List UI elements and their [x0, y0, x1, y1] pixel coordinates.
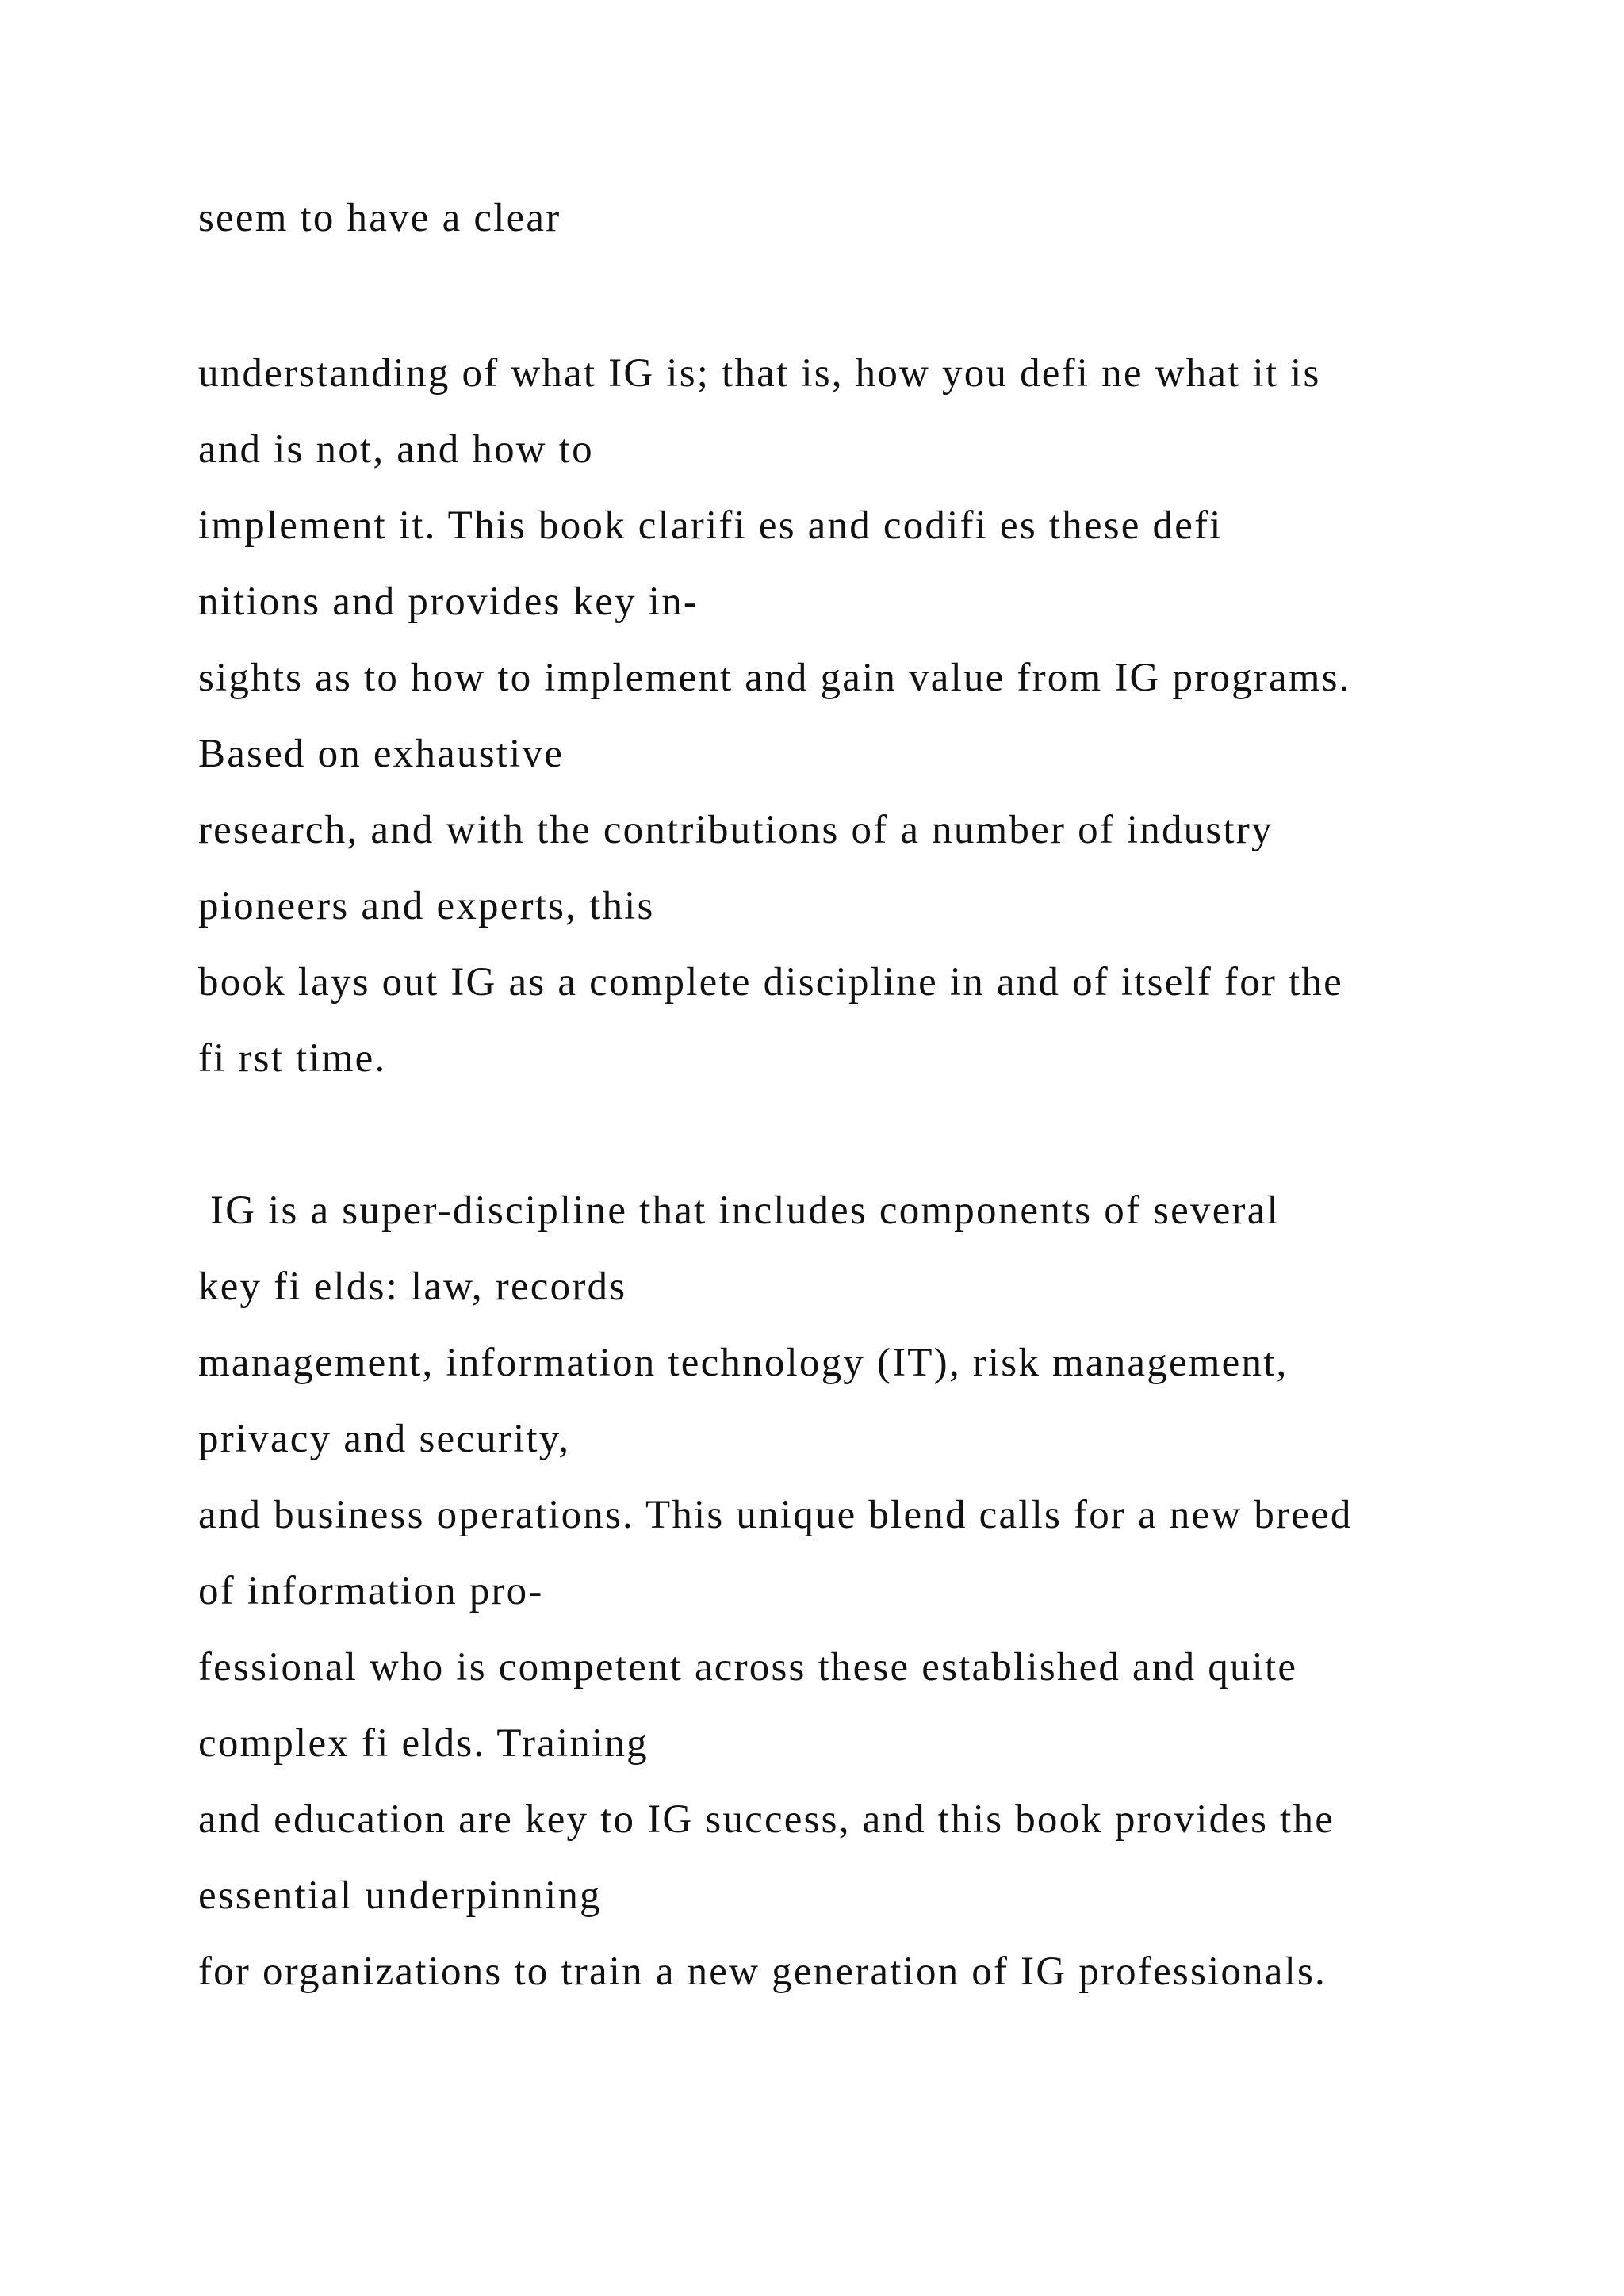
text-line: fi rst time. [198, 1036, 387, 1081]
text-line: research, and with the contributions of a number of industry [198, 808, 1274, 852]
text-line: and education are key to IG success, and this book provides the [198, 1797, 1335, 1842]
text-line: understanding of what IG is; that is, how you defi ne what it is [198, 351, 1321, 396]
text-line: management, information technology (IT), risk management, [198, 1341, 1289, 1385]
text-line: for organizations to train a new generation of IG professionals. [198, 1950, 1327, 1994]
text-line: sights as to how to implement and gain value from IG programs. [198, 656, 1351, 700]
text-line: complex fi elds. Training [198, 1721, 649, 1766]
text-line: fessional who is competent across these established and quite [198, 1645, 1298, 1689]
text-line: implement it. This book clarifi es and codifi es these defi [198, 503, 1223, 548]
text-line: and is not, and how to [198, 427, 594, 472]
text-line: and business operations. This unique blend calls for a new breed [198, 1493, 1353, 1537]
text-line: seem to have a clear [198, 196, 561, 240]
text-line: essential underpinning [198, 1873, 602, 1918]
text-line: of information pro- [198, 1569, 544, 1613]
text-line: pioneers and experts, this [198, 884, 655, 928]
text-line: privacy and security, [198, 1417, 571, 1461]
text-line: Based on exhaustive [198, 732, 565, 776]
text-line: nitions and provides key in- [198, 580, 699, 624]
text-line: book lays out IG as a complete discipline in and of itself for the [198, 960, 1343, 1004]
text-line: IG is a super-discipline that includes components of several [198, 1188, 1280, 1233]
text-line: key fi elds: law, records [198, 1265, 627, 1309]
